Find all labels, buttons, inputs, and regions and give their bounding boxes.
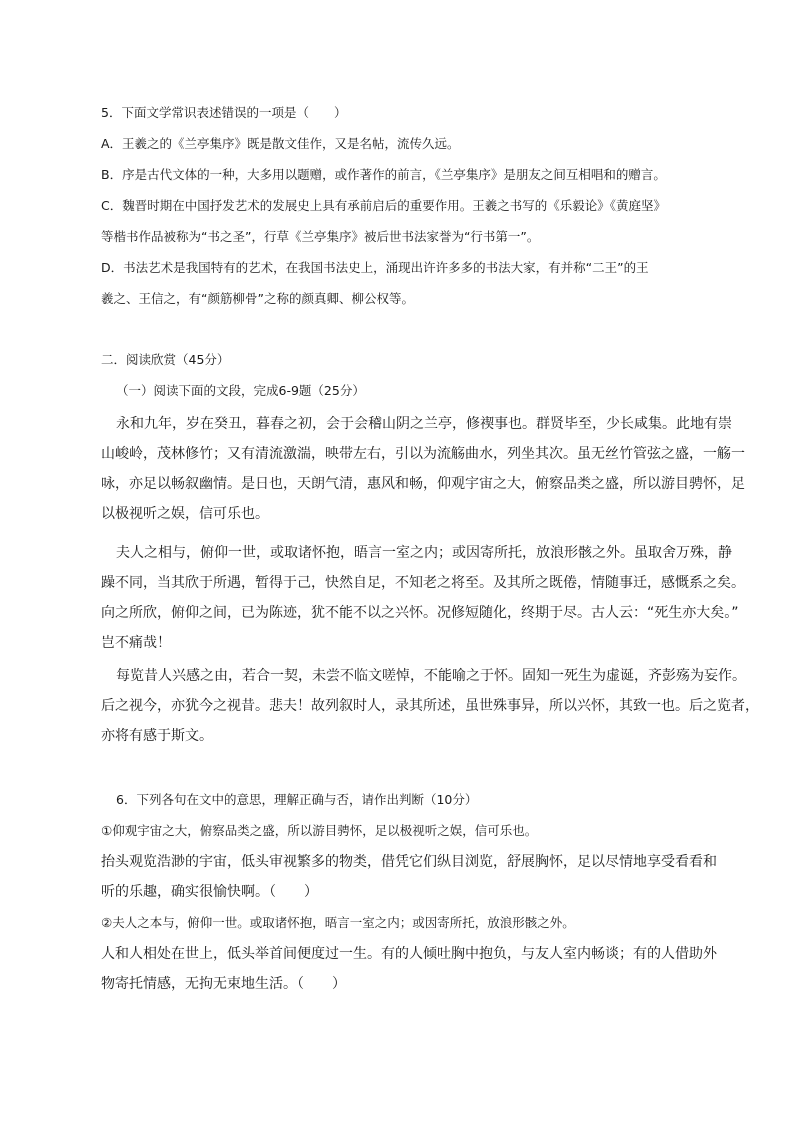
- q6-item1-translation-line1: 抬头观览浩渺的宇宙，低头审视繁多的物类，借凭它们纵目浏览，舒展胸怀，足以尽情地享受看看和: [101, 854, 717, 870]
- q5-option-a: A．王羲之的《兰亭集序》既是散文佳作，又是名帖，流传久远。: [101, 136, 460, 151]
- passage-p2-line1: 夫人之相与，俯仰一世，或取诸怀抱，晤言一室之内；或因寄所托，放浪形骸之外。虽取舍万殊，静: [116, 545, 732, 561]
- q6-item1-quote: ①仰观宇宙之大，俯察品类之盛，所以游目骋怀，足以极视听之娱，信可乐也。: [101, 823, 538, 838]
- q5-stem: 5．下面文学常识表述错误的一项是（ ）: [101, 105, 347, 120]
- passage-p2-line2: 躁不同，当其欣于所遇，暂得于己，快然自足，不知老之将至。及其所之既倦，情随事迁，感慨系之矣。: [101, 575, 745, 591]
- q6-item2-translation-line1: 人和人相处在世上，低头举首间便度过一生。有的人倾吐胸中抱负，与友人室内畅谈；有的人借助外: [101, 946, 717, 962]
- q5-option-c-line2: 等楷书作品被称为“书之圣”，行草《兰亭集序》被后世书法家誉为“行书第一”。: [101, 229, 540, 244]
- q5-option-d-line1: D．书法艺术是我国特有的艺术，在我国书法史上，涌现出许许多多的书法大家，有并称“二王”的王: [101, 260, 649, 275]
- passage-p1-line3: 咏，亦足以畅叙幽情。是日也，天朗气清，惠风和畅，仰观宇宙之大，俯察品类之盛，所以游目骋怀，足: [101, 476, 745, 492]
- passage-p1-line1: 永和九年，岁在癸丑，暮春之初，会于会稽山阴之兰亭，修禊事也。群贤毕至，少长咸集。此地有崇: [116, 416, 732, 432]
- passage-p2-line3: 向之所欣，俯仰之间，已为陈迹，犹不能不以之兴怀。况修短随化，终期于尽。古人云：“死生亦大矣。”: [101, 605, 739, 621]
- q6-item2-translation-line2: 物寄托情感，无拘无束地生活。（ ）: [101, 976, 346, 992]
- q5-option-c-line1: C．魏晋时期在中国抒发艺术的发展史上具有承前启后的重要作用。王羲之书写的《乐毅论》《黄庭坚》: [101, 198, 666, 213]
- passage-p3-line2: 后之视今，亦犹今之视昔。悲夫！故列叙时人，录其所述，虽世殊事异，所以兴怀，其致一也。后之览者，: [101, 698, 759, 714]
- passage-p1-line4: 以极视听之娱，信可乐也。: [101, 506, 269, 522]
- section2-subheading: （一）阅读下面的文段，完成6-9题（25分）: [116, 383, 365, 398]
- q6-stem: 6．下列各句在文中的意思，理解正确与否，请作出判断（10分）: [116, 792, 478, 807]
- passage-p3-line1: 每览昔人兴感之由，若合一契，未尝不临文嗟悼，不能喻之于怀。固知一死生为虚诞，齐彭殇为妄作。: [116, 668, 746, 684]
- q5-option-d-line2: 羲之、王信之，有“颜筋柳骨”之称的颜真卿、柳公权等。: [101, 291, 414, 306]
- q6-item1-translation-line2: 听的乐趣，确实很愉快啊。（ ）: [101, 884, 318, 900]
- section2-heading: 二．阅读欣赏（45分）: [101, 352, 230, 367]
- q5-option-b: B．序是古代文体的一种，大多用以题赠，或作著作的前言，《兰亭集序》是朋友之间互相唱和的赠言。: [101, 167, 666, 182]
- q6-item2-quote: ②夫人之本与，俯仰一世。或取诸怀抱，晤言一室之内；或因寄所托，放浪形骸之外。: [101, 915, 575, 930]
- passage-p1-line2: 山峻岭，茂林修竹；又有清流激湍，映带左右，引以为流觞曲水，列坐其次。虽无丝竹管弦之盛，一觞一: [101, 446, 745, 462]
- passage-p3-line3: 亦将有感于斯文。: [101, 728, 213, 744]
- passage-p2-line4: 岂不痛哉！: [101, 635, 171, 651]
